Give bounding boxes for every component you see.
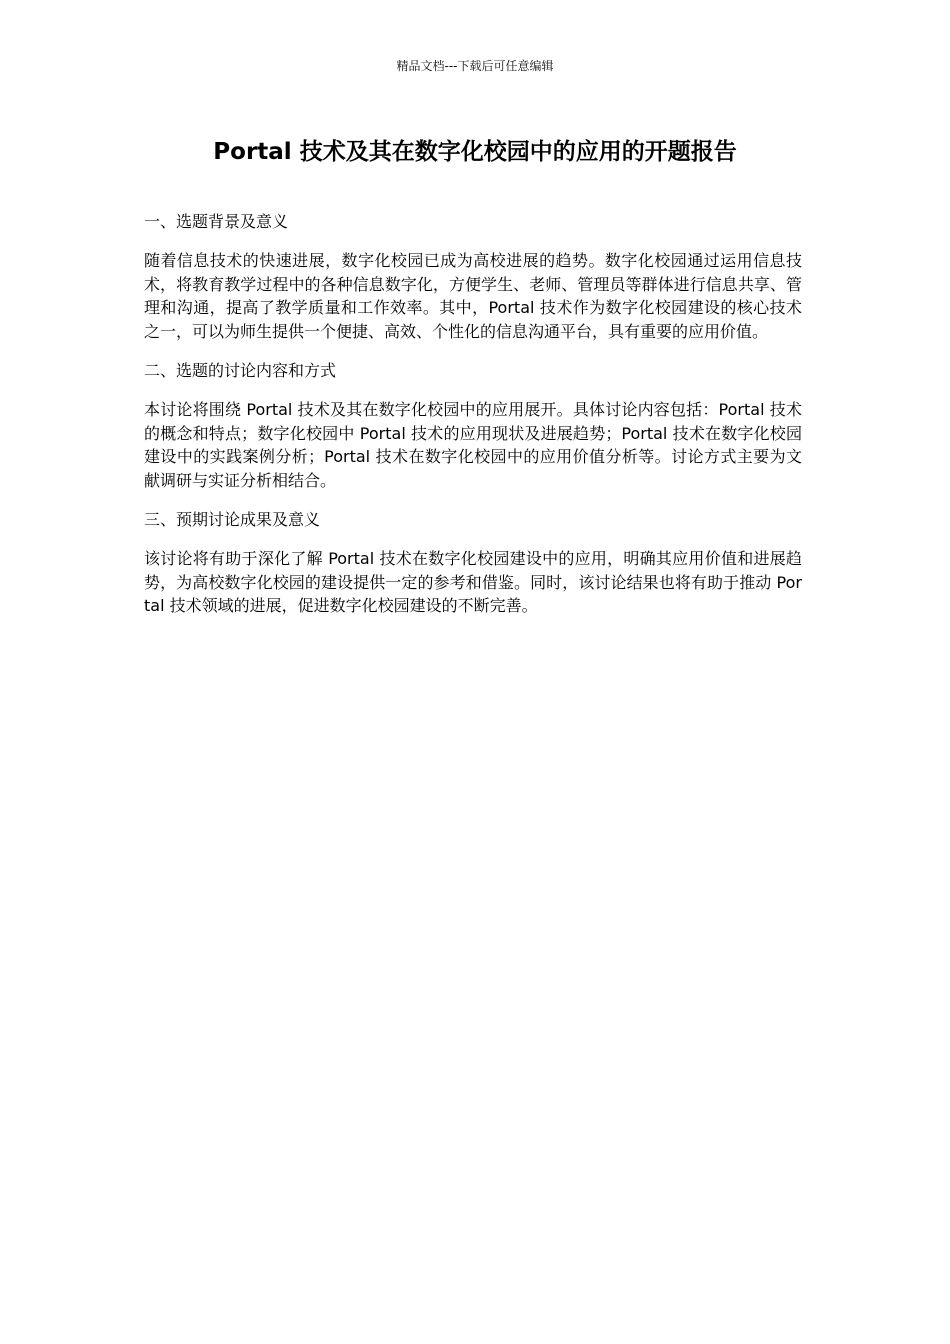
- page-header: 精品文档---下载后可任意编辑: [396, 59, 554, 73]
- section-paragraph: 随着信息技术的快速进展，数字化校园已成为高校进展的趋势。数字化校园通过运用信息技术，将教育教学过程中的各种信息数字化，方便学生、老师、管理员等群体进行信息共享、管理和沟通，提高了教学质量和工作效率。其中，Portal 技术作为数字化校园建设的核心技术之一，可以为师生提供一个便捷、高效、个性化的信息沟通平台，具有重要的应用价值。: [144, 251, 802, 341]
- section-paragraph: 本讨论将围绕 Portal 技术及其在数字化校园中的应用展开。具体讨论内容包括：Portal 技术的概念和特点；数字化校园中 Portal 技术的应用现状及进展趋势；Portal 技术在数字化校园建设中的实践案例分析；Portal 技术在数字化校园中的应用价值分析等。讨论方式主要为文献调研与实证分析相结合。: [144, 400, 802, 490]
- section-heading: 一、选题背景及意义: [144, 212, 289, 231]
- section-background: [144, 210, 802, 343]
- section-paragraph: 该讨论将有助于深化了解 Portal 技术在数字化校园建设中的应用，明确其应用价值和进展趋势，为高校数字化校园的建设提供一定的参考和借鉴。同时，该讨论结果也将有助于推动 Portal 技术领域的进展，促进数字化校园建设的不断完善。: [144, 549, 802, 615]
- section-expected-results: [144, 508, 802, 618]
- section-research-content: [144, 359, 802, 492]
- document-body: [144, 210, 802, 634]
- section-heading: 三、预期讨论成果及意义: [144, 510, 321, 529]
- section-heading: 二、选题的讨论内容和方式: [144, 361, 337, 380]
- document-title: Portal 技术及其在数字化校园中的应用的开题报告: [213, 139, 737, 165]
